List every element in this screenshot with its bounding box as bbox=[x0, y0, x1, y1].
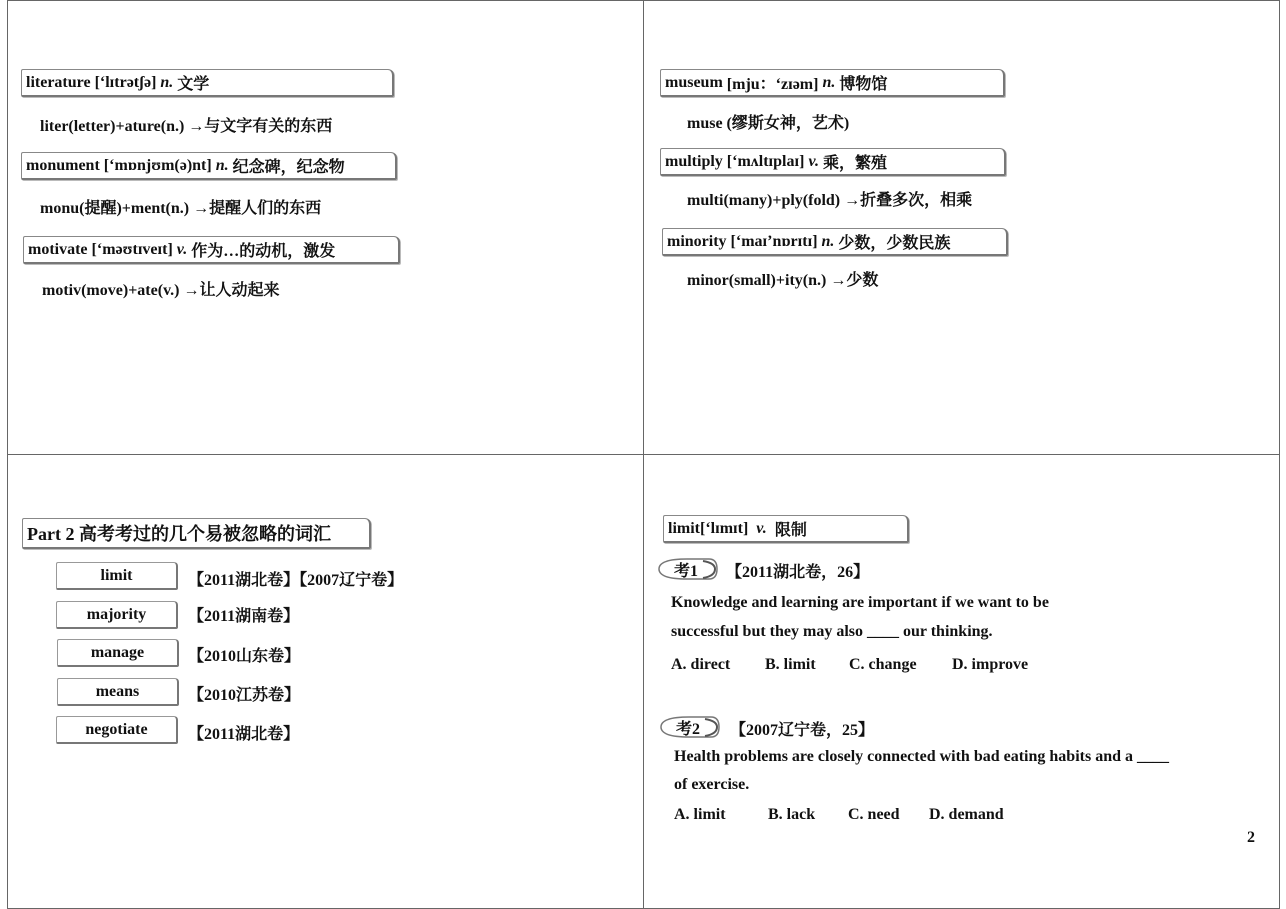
question-1-source: 【2011湖北卷，26】 bbox=[726, 564, 870, 581]
vocab-entry-motivate: motivate [‘məʊtɪveɪt] v. 作为…的动机，激发 bbox=[23, 236, 400, 264]
vocab-entry-museum: museum [mju：‘zɪəm] n. 博物馆 bbox=[660, 69, 1005, 97]
question-1-option-b: B. limit bbox=[765, 656, 816, 673]
vocab-entry-minority: minority [‘maɪ’nɒrɪtɪ] n. 少数，少数民族 bbox=[662, 228, 1008, 256]
word-button-means[interactable]: means bbox=[57, 678, 179, 706]
source-majority: 【2011湖南卷】 bbox=[188, 608, 300, 625]
vocab-entry-multiply: multiply [‘mʌltɪplaɪ] v. 乘，繁殖 bbox=[660, 148, 1006, 176]
question-2-option-c: C. need bbox=[848, 806, 900, 823]
source-means: 【2010江苏卷】 bbox=[188, 687, 301, 704]
question-2-option-b: B. lack bbox=[768, 806, 816, 823]
horizontal-divider bbox=[7, 454, 1280, 455]
word-button-majority[interactable]: majority bbox=[56, 601, 178, 629]
page-number: 2 bbox=[1247, 829, 1255, 846]
question-2-option-a: A. limit bbox=[674, 806, 726, 823]
question-tag-2: 考2 bbox=[659, 715, 719, 737]
source-limit: 【2011湖北卷】【2007辽宁卷】 bbox=[188, 572, 404, 589]
question-2-source: 【2007辽宁卷，25】 bbox=[730, 722, 875, 739]
source-manage: 【2010山东卷】 bbox=[188, 648, 301, 665]
question-2-text: Health problems are closely connected with bad eating habits and a ____ of exercise. bbox=[674, 748, 1169, 793]
vocab-entry-literature: literature [‘lɪtrətʃə] n. 文学 bbox=[21, 69, 394, 97]
word-button-manage[interactable]: manage bbox=[57, 639, 179, 667]
word-button-limit[interactable]: limit bbox=[56, 562, 178, 590]
question-tag-1: 考1 bbox=[657, 557, 717, 579]
section-title: Part 2 高考考过的几个易被忽略的词汇 bbox=[22, 518, 371, 549]
source-negotiate: 【2011湖北卷】 bbox=[188, 726, 300, 743]
question-1-option-c: C. change bbox=[849, 656, 917, 673]
vocab-entry-monument: monument [‘mɒnjʊm(ə)nt] n. 纪念碑，纪念物 bbox=[21, 152, 397, 180]
question-1-text: Knowledge and learning are important if we want to be successful but they may also ____ our thinking. bbox=[671, 594, 1049, 640]
word-button-negotiate[interactable]: negotiate bbox=[56, 716, 178, 744]
etymology-motivate: motiv(move)+ate(v.) →让人动起来 bbox=[42, 282, 280, 299]
etymology-multiply: multi(many)+ply(fold) →折叠多次，相乘 bbox=[687, 192, 973, 209]
etymology-minority: minor(small)+ity(n.) →少数 bbox=[687, 272, 879, 289]
question-1-option-a: A. direct bbox=[671, 656, 731, 673]
question-2-option-d: D. demand bbox=[929, 806, 1004, 823]
etymology-museum: muse (缪斯女神，艺术) bbox=[687, 115, 850, 132]
etymology-monument: monu(提醒)+ment(n.) →提醒人们的东西 bbox=[40, 200, 322, 217]
vocab-entry-limit: limit [‘lɪmɪt] v. 限制 bbox=[663, 515, 909, 543]
etymology-literature: liter(letter)+ature(n.) →与文字有关的东西 bbox=[40, 118, 333, 135]
question-1-option-d: D. improve bbox=[952, 656, 1029, 673]
